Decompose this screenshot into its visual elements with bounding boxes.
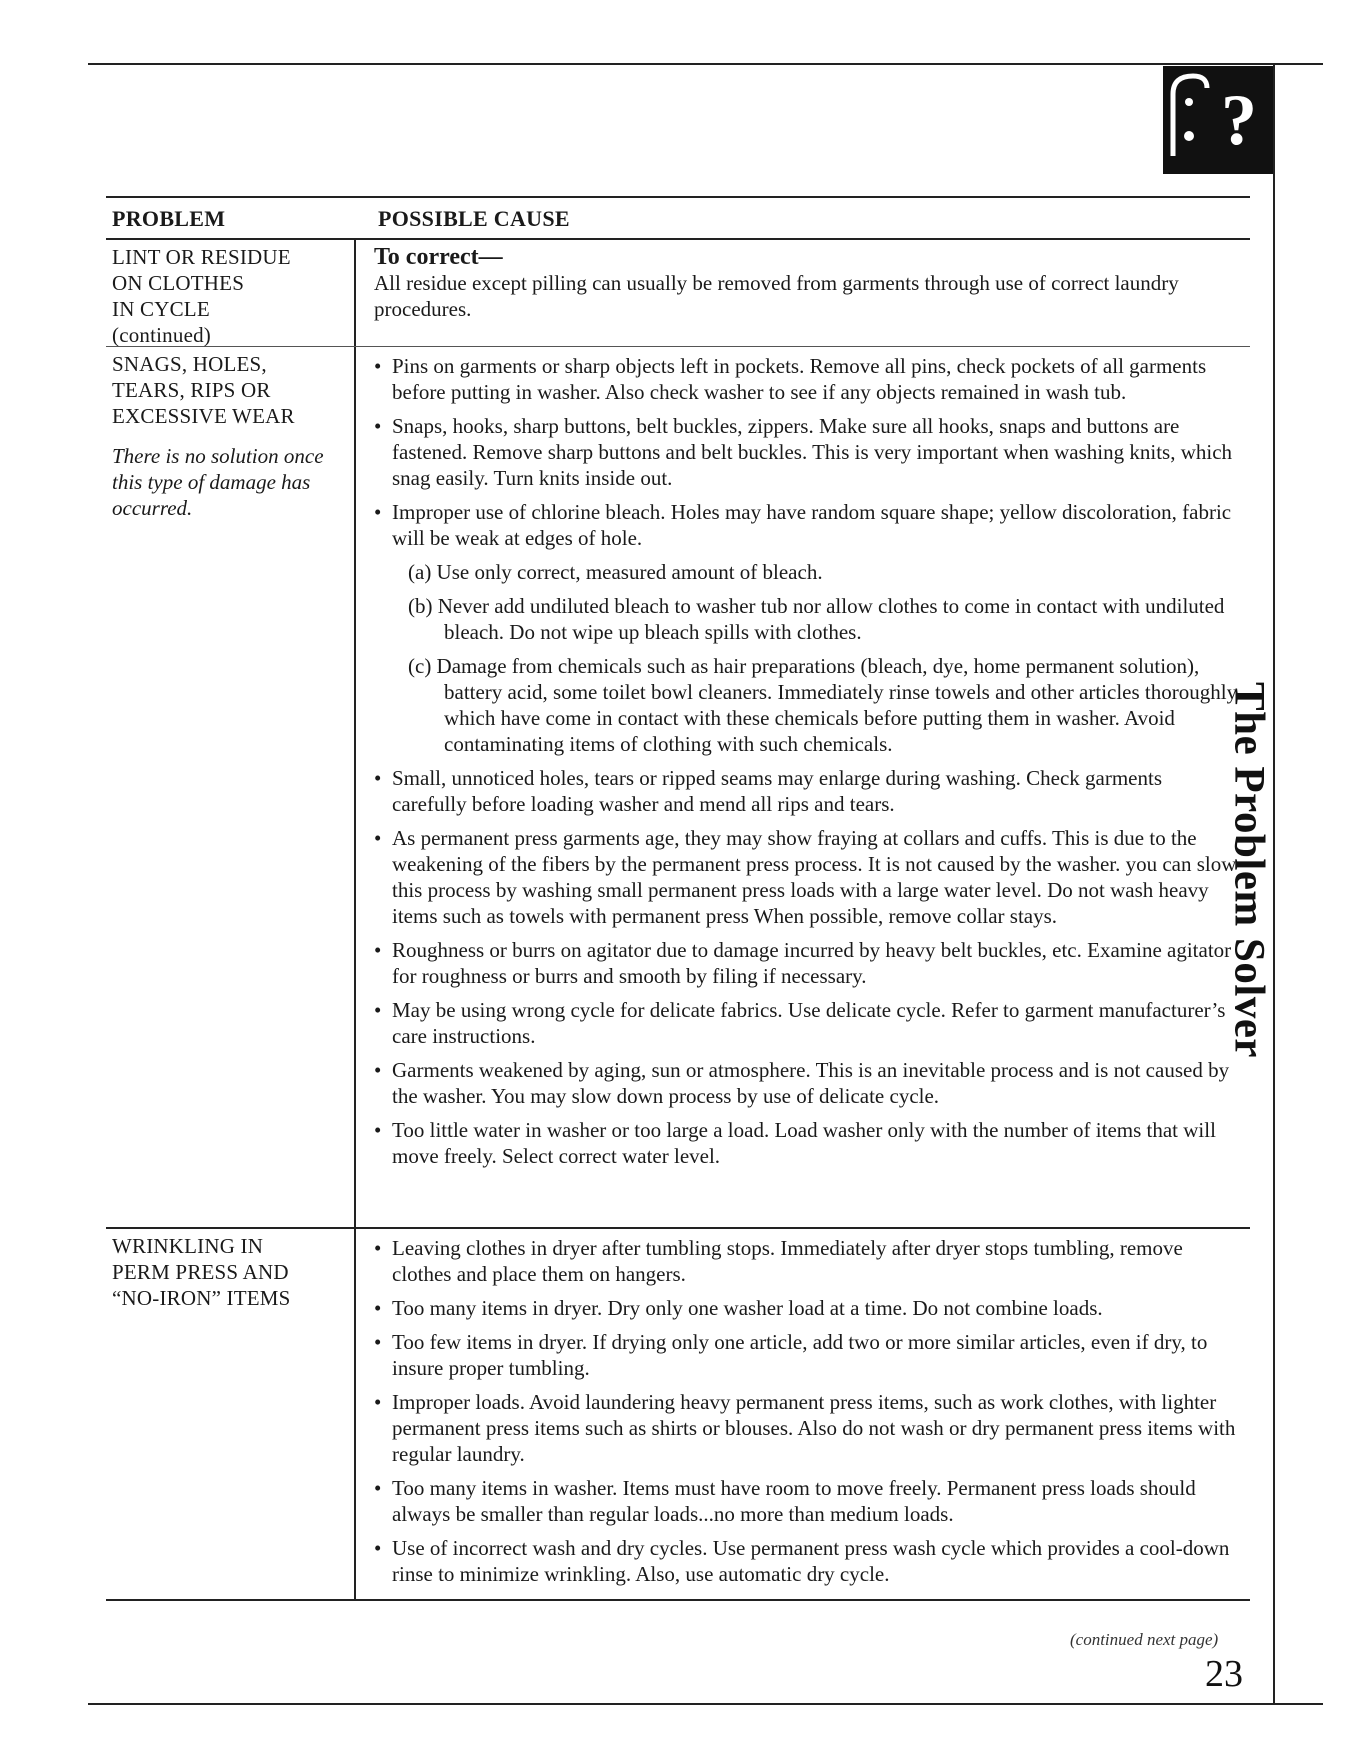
correct-text: All residue except pilling can usually be removed from garments through use of correct laundry procedures. — [374, 271, 1179, 321]
cause-item: • Too little water in washer or too large a load. Load washer only with the number of items that will move freely. Select correct water level. — [374, 1117, 1238, 1169]
side-title: The Problem Solver — [1225, 681, 1273, 1059]
cause-cell — [374, 347, 1250, 1181]
problem-line: PERM PRESS AND — [112, 1260, 289, 1284]
cause-item: • Small, unnoticed holes, tears or ripped seams may enlarge during washing. Check garments carefully before loading washer and mend all rips and tears. — [374, 765, 1238, 817]
cause-item: • Pins on garments or sharp objects left in pockets. Remove all pins, check pockets of all garments before putting in washer. Also check washer to see if any objects remained in wash tub. — [374, 353, 1238, 405]
problem-line: IN CYCLE — [112, 297, 210, 321]
problem-line: LINT OR RESIDUE — [112, 245, 291, 269]
cause-sub-item: (b) Never add undiluted bleach to washer tub nor allow clothes to come in contact with undiluted bleach. Do not wipe up bleach spills with clothes. — [408, 594, 1225, 644]
continued-note: (continued next page) — [1070, 1630, 1219, 1649]
correct-title: To correct— — [374, 244, 503, 270]
cause-item: • As permanent press garments age, they may show fraying at collars and cuffs. This is due to the weakening of the fibers by the permanent press process. It is not caused by the washer. you can slow this process by washing small permanent press loads with a large water level. Do not wash heavy items such as towels with permanent press When possible, remove collar stays. — [374, 825, 1238, 929]
problem-cell — [106, 240, 354, 352]
page-number: 23 — [1205, 1653, 1243, 1695]
cause-item: • Roughness or burrs on agitator due to damage incurred by heavy belt buckles, etc. Examine agitator for roughness or burrs and smooth by filing if necessary. — [374, 937, 1238, 989]
column-divider — [354, 240, 356, 346]
problem-note: There is no solution once this type of damage has occurred. — [112, 444, 324, 520]
problem-cell — [106, 347, 354, 525]
cause-item: • Improper loads. Avoid laundering heavy permanent press items, such as work clothes, with lighter permanent press items such as shirts or blouses. Also do not wash or dry permanent press items with regular laundry. — [374, 1389, 1238, 1467]
header-problem: PROBLEM — [112, 206, 226, 231]
problem-line: “NO-IRON” ITEMS — [112, 1286, 291, 1310]
cause-item: • Leaving clothes in dryer after tumbling stops. Immediately after dryer stops tumbling, remove clothes and place them on hangers. — [374, 1235, 1238, 1287]
cause-sub-item: (a) Use only correct, measured amount of bleach. — [408, 560, 823, 584]
column-divider — [354, 347, 356, 1227]
problem-solver-table — [106, 196, 1250, 1601]
cause-item: • Garments weakened by aging, sun or atmosphere. This is an inevitable process and is not caused by the washer. You may slow down process by use of delicate cycle. — [374, 1057, 1238, 1109]
top-rule — [88, 63, 1323, 65]
table-row — [106, 1229, 1250, 1601]
cause-item: • Use of incorrect wash and dry cycles. Use permanent press wash cycle which provides a cool-down rinse to minimize wrinkling. Also, use automatic dry cycle. — [374, 1535, 1238, 1587]
cause-item: • Too many items in washer. Items must have room to move freely. Permanent press loads should always be smaller than regular loads...no more than medium loads. — [374, 1475, 1238, 1527]
problem-line: WRINKLING IN — [112, 1234, 264, 1258]
table-row — [106, 347, 1250, 1229]
table-header — [106, 196, 1250, 240]
question-mark-icon — [1163, 66, 1273, 174]
problem-line: EXCESSIVE WEAR — [112, 404, 295, 428]
cause-sub-item: (c) Damage from chemicals such as hair preparations (bleach, dye, home permanent solution), battery acid, some toilet bowl cleaners. Immediately rinse towels and other articles thoroughly which have come in contact with these chemicals before putting them in washer. Avoid contaminating items of clothing with such chemicals. — [408, 654, 1238, 756]
cause-cell — [374, 240, 1250, 326]
column-divider — [354, 1229, 356, 1599]
problem-line: (continued) — [112, 323, 211, 347]
bottom-rule — [88, 1703, 1323, 1705]
cause-item: • May be using wrong cycle for delicate fabrics. Use delicate cycle. Refer to garment manufacturer’s care instructions. — [374, 997, 1238, 1049]
cause-cell — [374, 1229, 1250, 1599]
cause-item: • Improper use of chlorine bleach. Holes may have random square shape; yellow discoloration, fabric will be weak at edges of hole. — [374, 499, 1238, 551]
problem-cell — [106, 1229, 354, 1315]
cause-item: • Too many items in dryer. Dry only one washer load at a time. Do not combine loads. — [374, 1295, 1238, 1321]
problem-line: SNAGS, HOLES, — [112, 352, 267, 376]
problem-line: ON CLOTHES — [112, 271, 245, 295]
table-row — [106, 240, 1250, 347]
svg-text:?: ? — [1221, 80, 1257, 160]
header-possible-cause: POSSIBLE CAUSE — [378, 206, 570, 231]
cause-item: • Snaps, hooks, sharp buttons, belt buckles, zippers. Make sure all hooks, snaps and buttons are fastened. Remove sharp buttons and belt buckles. This is very important when washing knits, which snag easily. Turn knits inside out. — [374, 413, 1238, 491]
problem-line: TEARS, RIPS OR — [112, 378, 271, 402]
cause-item: • Too few items in dryer. If drying only one article, add two or more similar articles, even if dry, to insure proper tumbling. — [374, 1329, 1238, 1381]
